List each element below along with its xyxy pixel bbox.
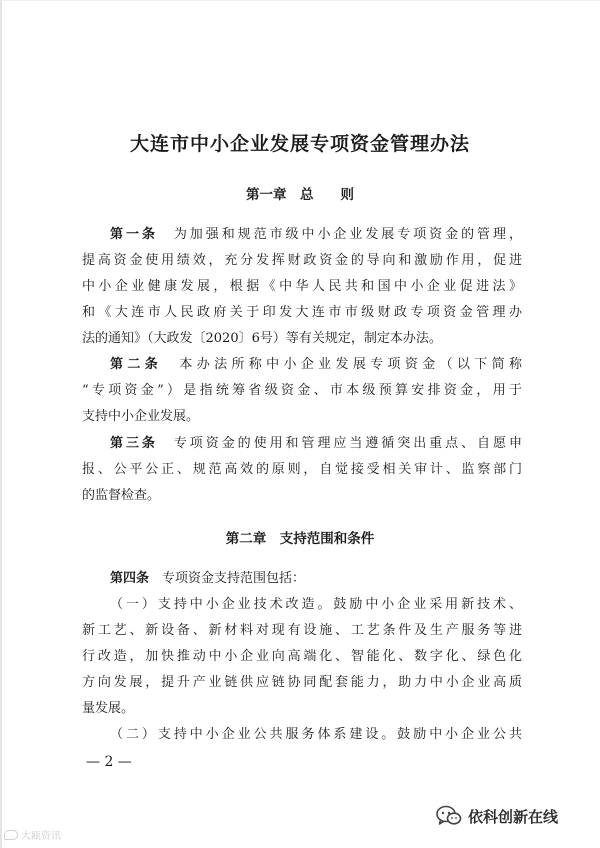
article-1-line-5: 法的通知》（大政发〔2020〕6号）等有关规定，制定本办法。 <box>82 331 442 346</box>
watermark-text: 大瓯资讯 <box>21 831 61 842</box>
article-4 <box>82 566 522 592</box>
chapter-2-heading: 第二章 支持范围和条件 <box>225 531 375 547</box>
watermark-logo-icon <box>4 830 18 840</box>
article-1-label: 第一条 <box>110 227 158 242</box>
article-3-label: 第三条 <box>110 436 158 451</box>
item-1-line-2: 新工艺、新设备、新材料对现有设施、工艺条件及生产服务等进 <box>82 623 522 638</box>
item-1-line-1: （一）支持中小企业技术改造。鼓励中小企业采用新技术、 <box>110 597 522 612</box>
article-1-line-2: 提高资金使用绩效，充分发挥财政资金的导向和激励作用，促进 <box>82 253 522 268</box>
article-4-line-1: 第四条 专项资金支持范围包括： <box>110 571 306 586</box>
article-4-label: 第四条 <box>110 571 150 586</box>
article-1 <box>82 222 522 352</box>
wechat-account-name: 依科创新在线 <box>468 807 559 826</box>
wechat-icon <box>436 805 462 827</box>
item-2-line-1: （二）支持中小企业公共服务体系建设。鼓励中小企业公共 <box>110 727 522 742</box>
article-2-line-3: 支持中小企业发展。 <box>82 409 200 424</box>
article-3 <box>82 431 522 509</box>
page-number: — 2 — <box>86 754 132 770</box>
item-2 <box>82 722 522 748</box>
item-1-line-4: 方向发展，提升产业链供应链协同配套能力，助力中小企业高质 <box>82 675 522 690</box>
article-1-line-1: 第一条 为加强和规范市级中小企业发展专项资金的管理， <box>110 227 522 242</box>
watermark <box>4 827 61 842</box>
item-1-line-5: 量发展。 <box>82 701 135 716</box>
item-1 <box>82 592 522 722</box>
chapter-1-heading: 第一章 总 则 <box>246 187 354 203</box>
article-3-line-2: 报、公平公正、规范高效的原则，自觉接受相关审计、监察部门 <box>82 462 522 477</box>
article-3-line-3: 的监督检查。 <box>82 488 161 503</box>
article-1-line-3: 中小企业健康发展，根据《中华人民共和国中小企业促进法》 <box>82 279 522 294</box>
item-1-line-3: 行改造，加快推动中小企业向高端化、智能化、数字化、绿色化 <box>82 649 522 664</box>
article-2-label: 第二条 <box>110 357 163 372</box>
article-2-line-1: 第二条 本办法所称中小企业发展专项资金（以下简称 <box>110 357 522 372</box>
document-title: 大连市中小企业发展专项资金管理办法 <box>129 133 470 155</box>
article-3-line-1: 第三条 专项资金的使用和管理应当遵循突出重点、自愿申 <box>110 436 522 451</box>
article-1-line-4: 和《大连市人民政府关于印发大连市市级财政专项资金管理办 <box>82 305 522 320</box>
wechat-account-badge <box>436 805 558 827</box>
article-2-line-2: “专项资金”）是指统筹省级资金、市本级预算安排资金，用于 <box>82 383 522 398</box>
article-2 <box>82 352 522 430</box>
